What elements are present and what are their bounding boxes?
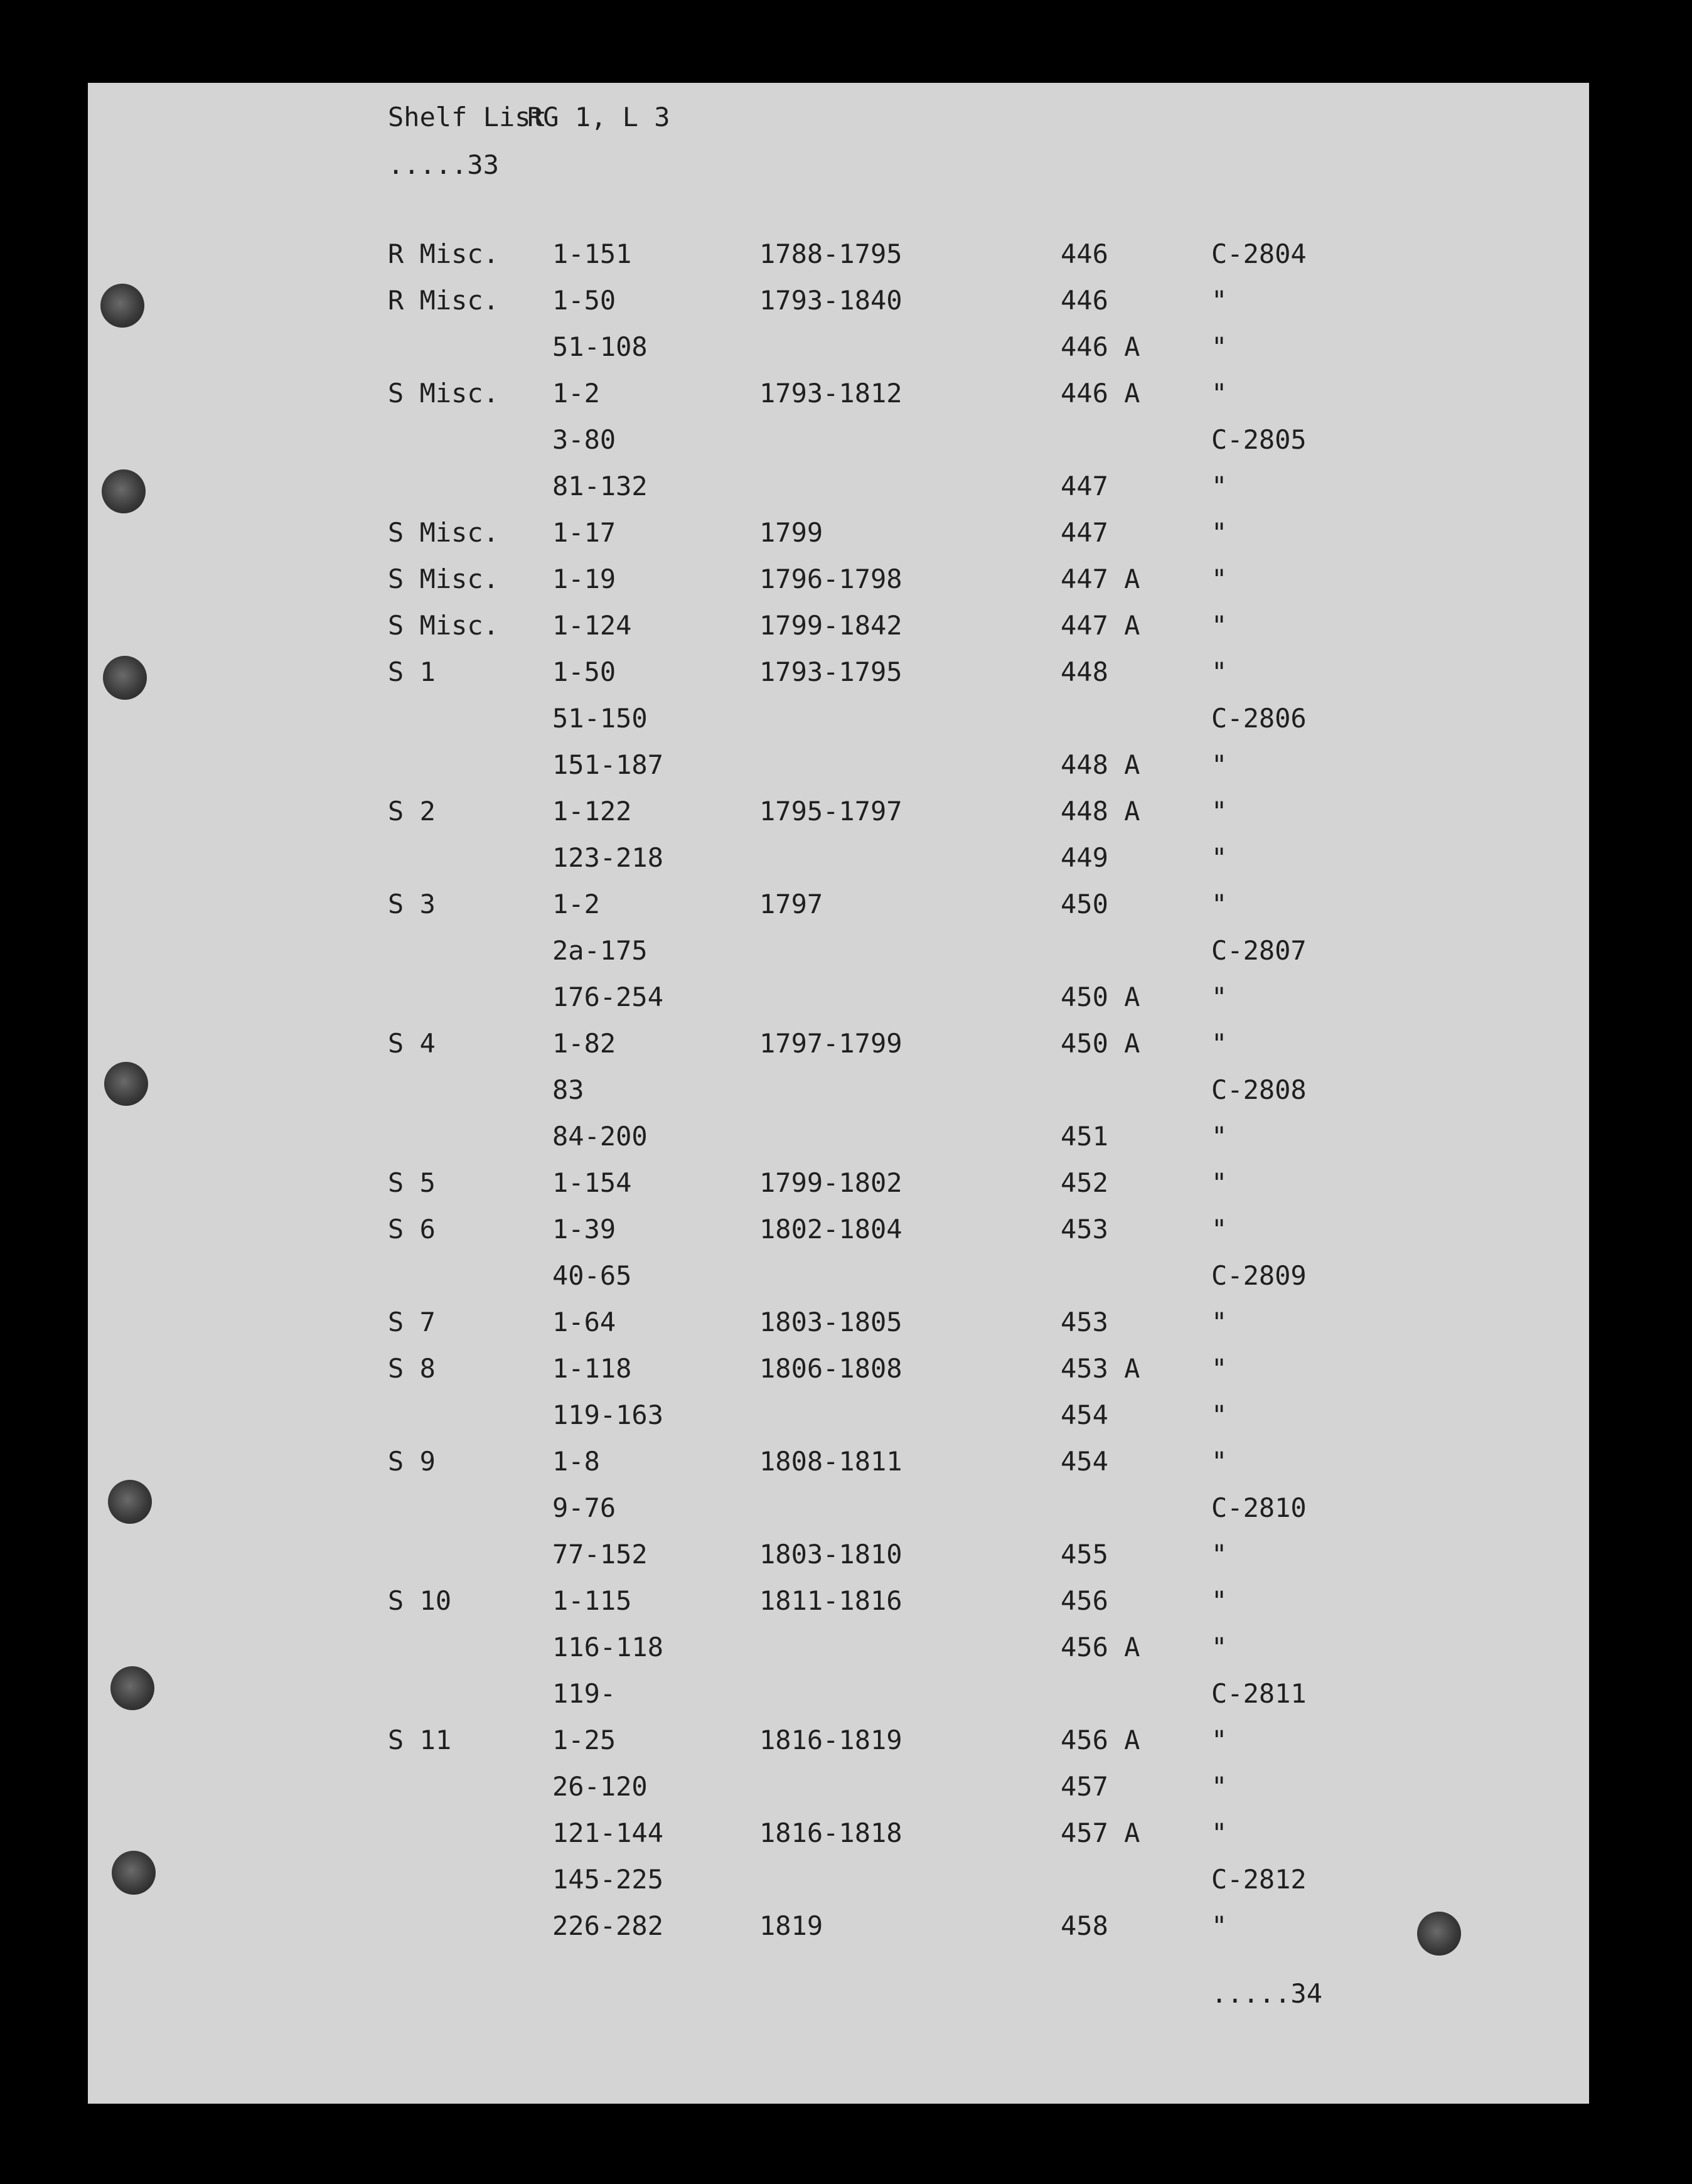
series-cell: S 1 [388,656,436,687]
roll-number-cell: C-2811 [1211,1678,1307,1709]
date-range-cell: 1799-1802 [759,1167,902,1198]
date-range-cell: 1797 [759,889,823,919]
item-range-cell: 119-163 [552,1400,664,1430]
roll-number-cell: " [1211,1307,1228,1337]
series-cell: S 7 [388,1307,436,1337]
series-cell: S Misc. [388,610,500,641]
box-number-cell: 453 [1061,1214,1108,1245]
series-cell: S 11 [388,1725,452,1755]
roll-number-cell: " [1211,842,1228,873]
box-number-cell: 449 [1061,842,1108,873]
item-range-cell: 51-150 [552,703,648,734]
box-number-cell: 458 [1061,1910,1108,1941]
series-cell: S 5 [388,1167,436,1198]
roll-number-cell: C-2805 [1211,424,1307,455]
box-number-cell: 457 [1061,1771,1108,1802]
roll-number-cell: " [1211,285,1228,316]
box-number-cell: 453 A [1061,1353,1140,1384]
roll-number-cell: " [1211,378,1228,409]
box-number-cell: 448 [1061,656,1108,687]
roll-number-cell: " [1211,1539,1228,1570]
roll-number-cell: " [1211,1446,1228,1477]
roll-number-cell: C-2812 [1211,1864,1307,1895]
item-range-cell: 1-25 [552,1725,616,1755]
item-range-cell: 2a-175 [552,935,648,966]
box-number-cell: 447 [1061,471,1108,501]
series-cell: S Misc. [388,517,500,548]
date-range-cell: 1802-1804 [759,1214,902,1245]
item-range-cell: 1-19 [552,564,616,594]
box-number-cell: 457 A [1061,1817,1140,1848]
series-cell: S 6 [388,1214,436,1245]
item-range-cell: 151-187 [552,749,664,780]
roll-number-cell: C-2809 [1211,1260,1307,1291]
roll-number-cell: " [1211,1725,1228,1755]
item-range-cell: 77-152 [552,1539,648,1570]
item-range-cell: 121-144 [552,1817,664,1848]
item-range-cell: 1-39 [552,1214,616,1245]
date-range-cell: 1816-1819 [759,1725,902,1755]
item-range-cell: 1-151 [552,238,632,269]
box-number-cell: 452 [1061,1167,1108,1198]
item-range-cell: 81-132 [552,471,648,501]
date-range-cell: 1796-1798 [759,564,902,594]
date-range-cell: 1803-1810 [759,1539,902,1570]
box-number-cell: 447 A [1061,610,1140,641]
punch-hole [112,1851,156,1895]
item-range-cell: 83 [552,1074,584,1105]
date-range-cell: 1803-1805 [759,1307,902,1337]
punch-hole [103,656,147,700]
box-number-cell: 456 A [1061,1632,1140,1662]
item-range-cell: 145-225 [552,1864,664,1895]
punch-hole [100,284,144,328]
item-range-cell: 1-2 [552,889,600,919]
item-range-cell: 123-218 [552,842,664,873]
shelf-list-title: Shelf List [388,102,547,132]
roll-number-cell: " [1211,1121,1228,1152]
date-range-cell: 1808-1811 [759,1446,902,1477]
box-number-cell: 453 [1061,1307,1108,1337]
item-range-cell: 1-8 [552,1446,600,1477]
item-range-cell: 1-64 [552,1307,616,1337]
series-cell: S 2 [388,796,436,827]
box-number-cell: 456 [1061,1585,1108,1616]
box-number-cell: 450 [1061,889,1108,919]
roll-number-cell: " [1211,564,1228,594]
date-range-cell: 1793-1795 [759,656,902,687]
item-range-cell: 1-50 [552,285,616,316]
item-range-cell: 1-50 [552,656,616,687]
roll-number-cell: " [1211,982,1228,1012]
item-range-cell: 1-2 [552,378,600,409]
series-cell: S 10 [388,1585,452,1616]
roll-number-cell: C-2806 [1211,703,1307,734]
series-cell: S 8 [388,1353,436,1384]
date-range-cell: 1816-1818 [759,1817,902,1848]
roll-number-cell: C-2807 [1211,935,1307,966]
punch-hole [108,1480,152,1524]
box-number-cell: 456 A [1061,1725,1140,1755]
roll-number-cell: " [1211,1167,1228,1198]
series-cell: S 3 [388,889,436,919]
date-range-cell: 1806-1808 [759,1353,902,1384]
series-cell: S 4 [388,1028,436,1059]
item-range-cell: 3-80 [552,424,616,455]
document-page [88,83,1589,2104]
date-range-cell: 1819 [759,1910,823,1941]
item-range-cell: 1-17 [552,517,616,548]
item-range-cell: 1-115 [552,1585,632,1616]
item-range-cell: 176-254 [552,982,664,1012]
roll-number-cell: " [1211,517,1228,548]
date-range-cell: 1799-1842 [759,610,902,641]
item-range-cell: 1-124 [552,610,632,641]
roll-number-cell: " [1211,656,1228,687]
box-number-cell: 450 A [1061,1028,1140,1059]
roll-number-cell: " [1211,1585,1228,1616]
item-range-cell: 51-108 [552,331,648,362]
date-range-cell: 1797-1799 [759,1028,902,1059]
box-number-cell: 446 A [1061,378,1140,409]
date-range-cell: 1793-1812 [759,378,902,409]
item-range-cell: 1-122 [552,796,632,827]
date-range-cell: 1793-1840 [759,285,902,316]
roll-number-cell: C-2808 [1211,1074,1307,1105]
roll-number-cell: " [1211,796,1228,827]
item-range-cell: 119- [552,1678,616,1709]
box-number-cell: 450 A [1061,982,1140,1012]
series-cell: S Misc. [388,564,500,594]
roll-number-cell: " [1211,1910,1228,1941]
record-group-label: RG 1, L 3 [527,102,670,132]
item-range-cell: 1-118 [552,1353,632,1384]
item-range-cell: 1-82 [552,1028,616,1059]
roll-number-cell: " [1211,889,1228,919]
punch-hole [104,1062,148,1106]
box-number-cell: 448 A [1061,749,1140,780]
box-number-cell: 446 [1061,238,1108,269]
roll-number-cell: " [1211,471,1228,501]
punch-hole [110,1666,154,1710]
box-number-cell: 448 A [1061,796,1140,827]
box-number-cell: 451 [1061,1121,1108,1152]
series-cell: S 9 [388,1446,436,1477]
page-reference: .....33 [388,149,500,180]
series-cell: R Misc. [388,285,500,316]
punch-hole [102,469,146,513]
box-number-cell: 446 A [1061,331,1140,362]
series-cell: S Misc. [388,378,500,409]
item-range-cell: 116-118 [552,1632,664,1662]
item-range-cell: 40-65 [552,1260,632,1291]
roll-number-cell: " [1211,331,1228,362]
box-number-cell: 447 [1061,517,1108,548]
box-number-cell: 454 [1061,1400,1108,1430]
date-range-cell: 1811-1816 [759,1585,902,1616]
item-range-cell: 1-154 [552,1167,632,1198]
roll-number-cell: " [1211,1632,1228,1662]
roll-number-cell: " [1211,1028,1228,1059]
date-range-cell: 1795-1797 [759,796,902,827]
item-range-cell: 84-200 [552,1121,648,1152]
roll-number-cell: " [1211,1771,1228,1802]
roll-number-cell: " [1211,1817,1228,1848]
roll-number-cell: " [1211,610,1228,641]
roll-number-cell: " [1211,1353,1228,1384]
roll-number-cell: C-2804 [1211,238,1307,269]
roll-number-cell: C-2810 [1211,1492,1307,1523]
box-number-cell: 446 [1061,285,1108,316]
roll-number-cell: " [1211,749,1228,780]
box-number-cell: 455 [1061,1539,1108,1570]
date-range-cell: 1799 [759,517,823,548]
item-range-cell: 26-120 [552,1771,648,1802]
series-cell: R Misc. [388,238,500,269]
roll-number-cell: " [1211,1400,1228,1430]
roll-number-cell: " [1211,1214,1228,1245]
continuation-reference: .....34 [1211,1978,1323,2009]
box-number-cell: 454 [1061,1446,1108,1477]
punch-hole [1417,1912,1461,1956]
item-range-cell: 226-282 [552,1910,664,1941]
box-number-cell: 447 A [1061,564,1140,594]
date-range-cell: 1788-1795 [759,238,902,269]
item-range-cell: 9-76 [552,1492,616,1523]
